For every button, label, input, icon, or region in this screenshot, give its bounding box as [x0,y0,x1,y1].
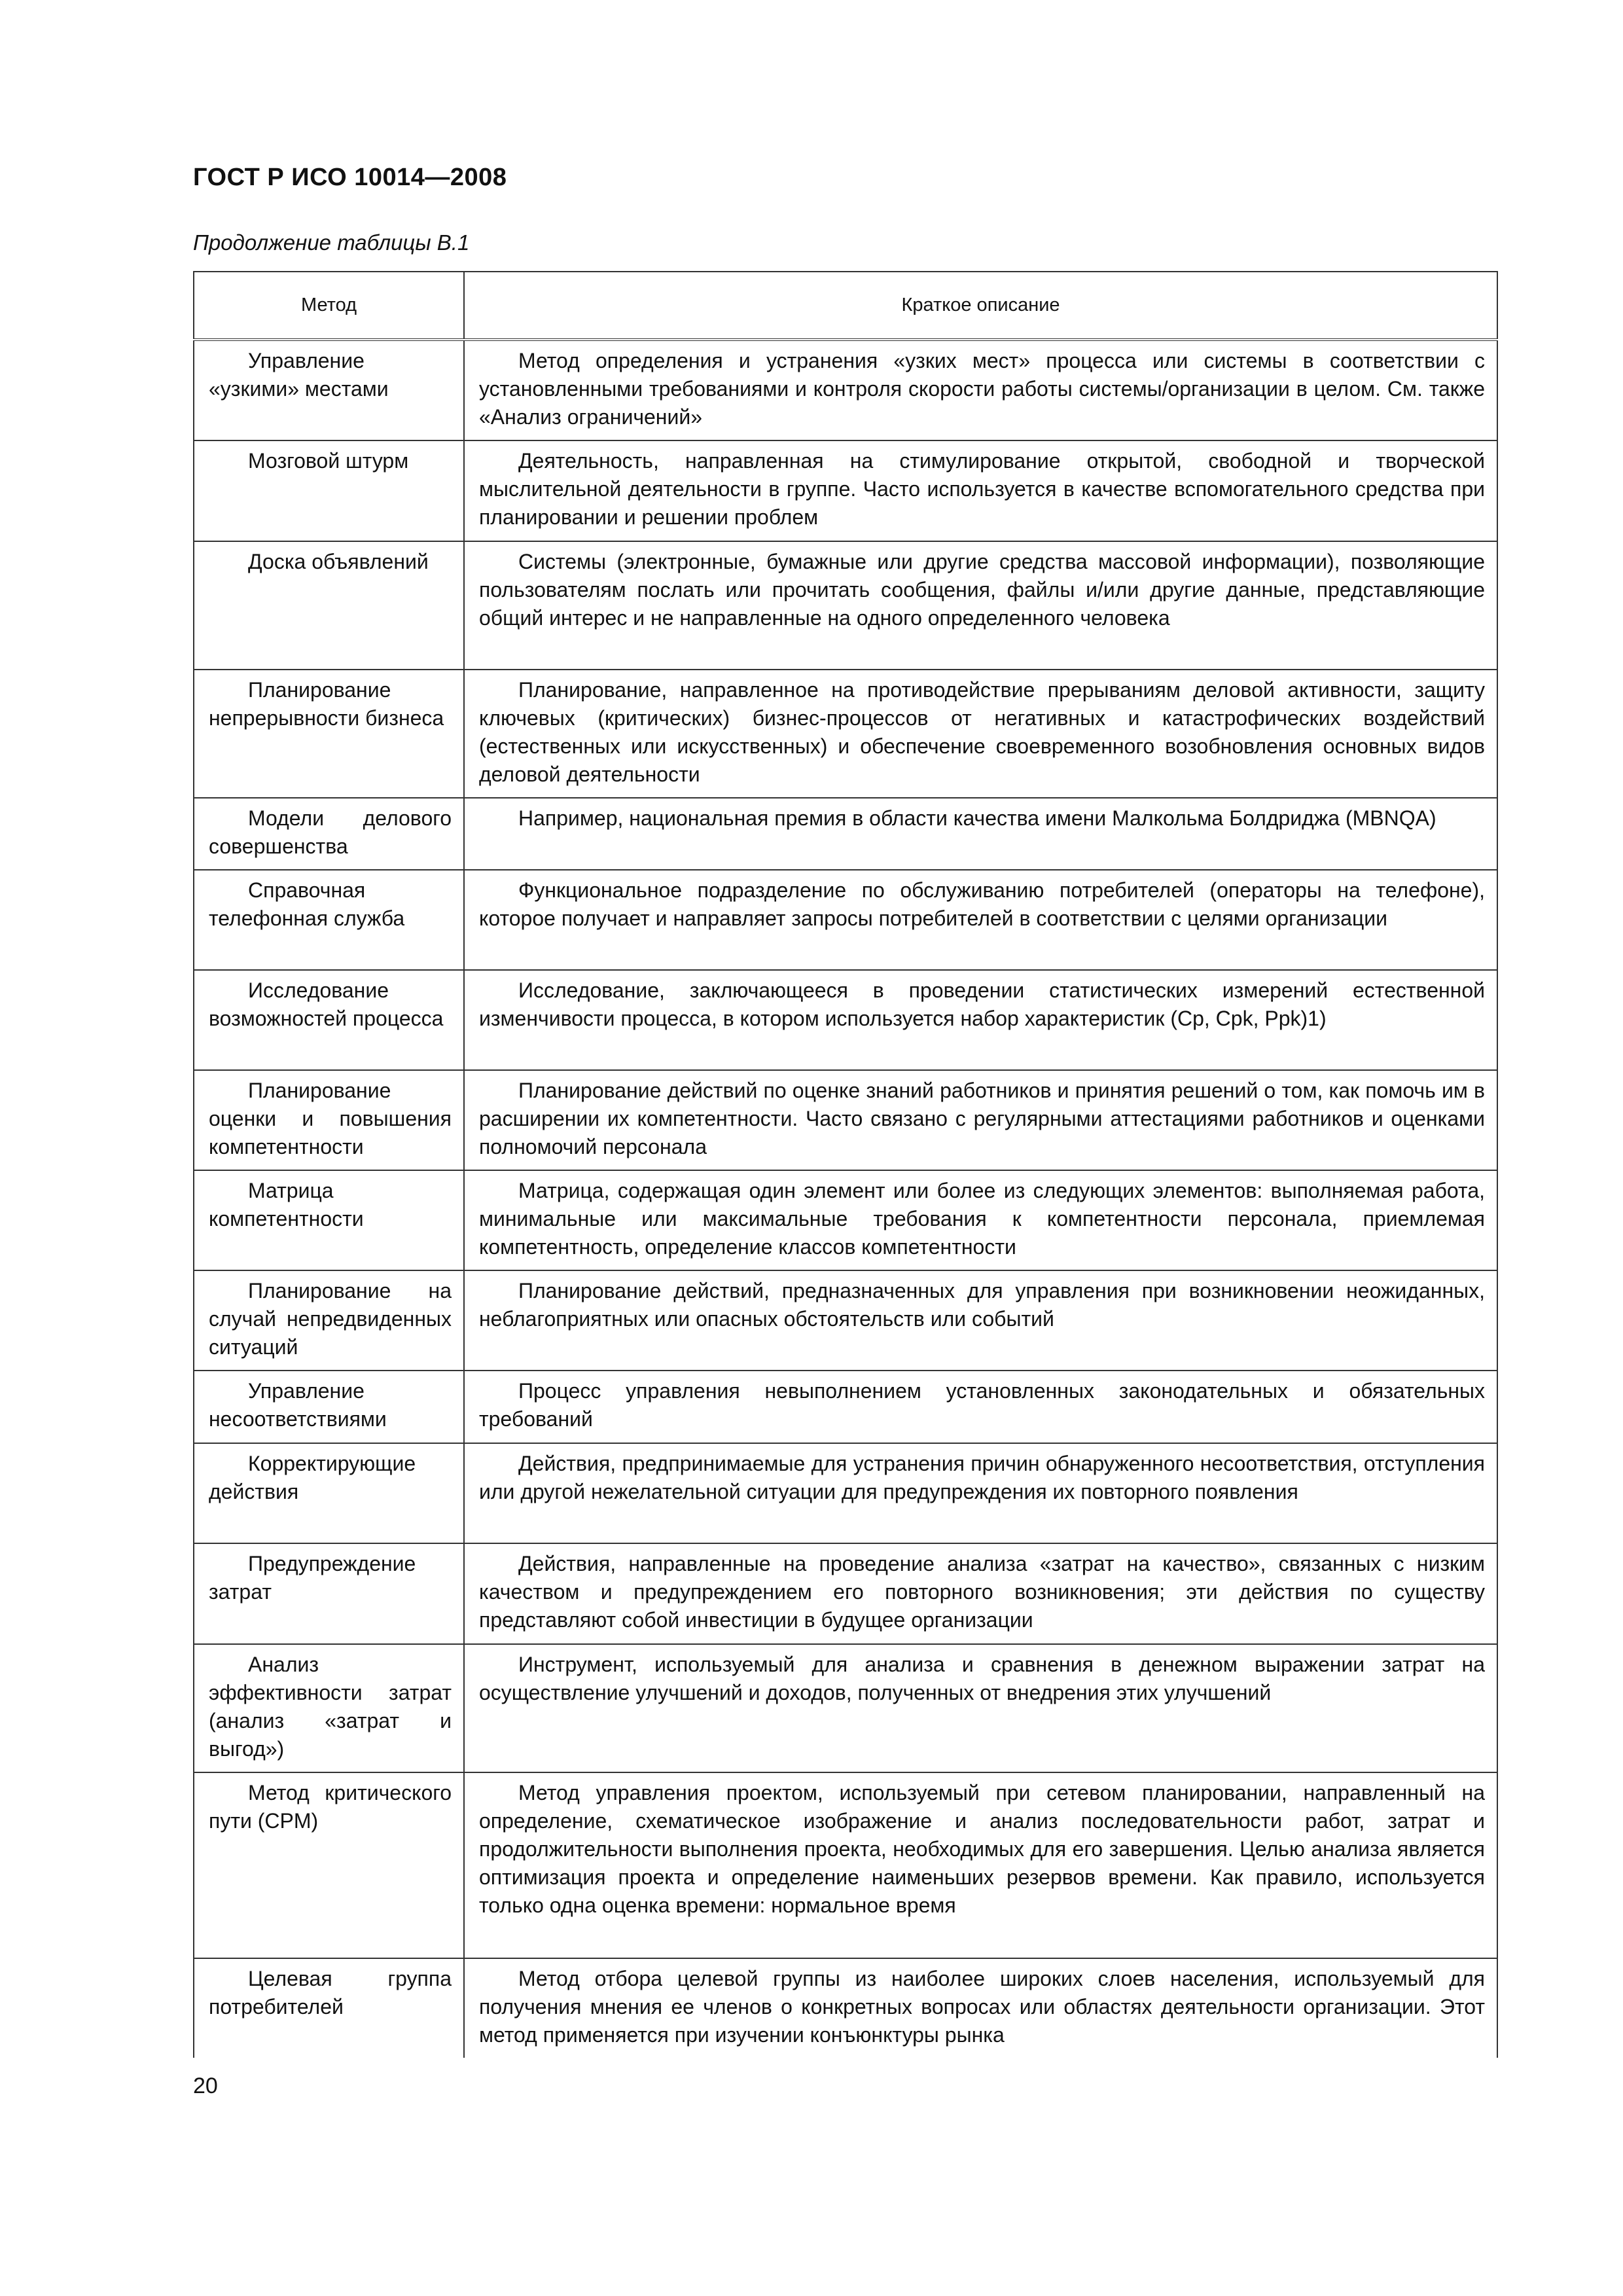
description-cell: Планирование действий, предназначенных для управления при возникновении неожиданных, неблагоприятных или опасных обстоятельств или событий [464,1270,1497,1371]
column-header-method: Метод [194,272,464,340]
method-cell: Модели делового совершенства [194,798,464,870]
description-cell: Планирование, направленное на противодействие прерываниям деловой активности, защиту ключевых (критических) бизнес-процессов от негативных и катастрофических воздействий (естественных или искусственных) и обеспечение своевременного возобновления основных видов деловой деятельности [464,670,1497,798]
description-cell: Системы (электронные, бумажные или другие средства массовой информации), позволяющие пользователям послать или прочитать сообщения, файлы и/или другие данные, представляющие общий интерес и не направленные на одного определенного человека [464,541,1497,670]
table-row [194,1644,1497,1772]
table-header-row [194,272,1497,340]
method-cell: Мозговой штурм [194,440,464,541]
table-row [194,541,1497,670]
method-cell: Корректирующие действия [194,1443,464,1543]
table-row [194,1958,1497,2058]
method-cell: Планирование непрерывности бизнеса [194,670,464,798]
description-cell: Действия, направленные на проведение анализа «затрат на качество», связанных с низким качеством и предупреждением его повторного возникновения; эти действия по существу представляют собой инвестиции в будущее организации [464,1543,1497,1644]
table-row [194,440,1497,541]
table-row [194,1070,1497,1170]
table-row [194,1270,1497,1371]
description-cell: Матрица, содержащая один элемент или более из следующих элементов: выполняемая работа, минимальные или максимальные требования к компетентности персонала, приемлемая компетентность, определение классов компетентности [464,1170,1497,1270]
method-cell: Предупреждение затрат [194,1543,464,1644]
table-row [194,670,1497,798]
methods-table [193,271,1498,2058]
table-row [194,1170,1497,1270]
description-cell: Процесс управления невыполнением установленных законодательных и обязательных требований [464,1371,1497,1443]
table-row [194,1543,1497,1644]
page-number: 20 [193,2073,218,2098]
table-row [194,870,1497,970]
method-cell: Исследование возможностей процесса [194,970,464,1070]
method-cell: Целевая группа потребителей [194,1958,464,2058]
table-row [194,970,1497,1070]
description-cell: Деятельность, направленная на стимулирование открытой, свободной и творческой мыслительной деятельности в группе. Часто используется в качестве вспомогательного средства при планировании и решении проблем [464,440,1497,541]
description-cell: Метод отбора целевой группы из наиболее широких слоев населения, используемый для получения мнения ее членов о конкретных вопросах или областях деятельности организации. Этот метод применяется при изучении конъюнктуры рынка [464,1958,1497,2058]
description-cell: Функциональное подразделение по обслуживанию потребителей (операторы на телефоне), которое получает и направляет запросы потребителей в соответствии с целями организации [464,870,1497,970]
table-caption: Продолжение таблицы В.1 [193,230,470,255]
method-cell: Справочная телефонная служба [194,870,464,970]
description-cell: Например, национальная премия в области качества имени Малкольма Болдриджа (MBNQA) [464,798,1497,870]
method-cell: Матрица компетентности [194,1170,464,1270]
description-cell: Исследование, заключающееся в проведении статистических измерений естественной изменчивости процесса, в котором используется набор характеристик (Cp, Cpk, Ppk)1) [464,970,1497,1070]
method-cell: Планирование оценки и повышения компетентности [194,1070,464,1170]
method-cell: Планирование на случай непредвиденных ситуаций [194,1270,464,1371]
description-cell: Метод управления проектом, используемый при сетевом планировании, направленный на определение, схематическое изображение и анализ последовательности работ, затрат и продолжительности выполнения проекта, необходимых для его завершения. Целью анализа является оптимизация проекта и определение наименьших резервов времени. Как правило, используется только одна оценка времени: нормальное время [464,1772,1497,1958]
description-cell: Инструмент, используемый для анализа и сравнения в денежном выражении затрат на осуществление улучшений и доходов, полученных от внедрения этих улучшений [464,1644,1497,1772]
description-cell: Действия, предпринимаемые для устранения причин обнаруженного несоответствия, отступления или другой нежелательной ситуации для предупреждения их повторного появления [464,1443,1497,1543]
method-cell: Управление «узкими» местами [194,340,464,440]
method-cell: Управление несоответствиями [194,1371,464,1443]
table-row [194,340,1497,440]
table-row [194,1371,1497,1443]
table-row [194,1772,1497,1958]
table-row [194,798,1497,870]
document-title: ГОСТ Р ИСО 10014—2008 [193,164,507,191]
column-header-description: Краткое описание [464,272,1497,340]
table-row [194,1443,1497,1543]
method-cell: Метод критического пути (CPM) [194,1772,464,1958]
method-cell: Анализ эффективности затрат (анализ «затрат и выгод») [194,1644,464,1772]
method-cell: Доска объявлений [194,541,464,670]
description-cell: Планирование действий по оценке знаний работников и принятия решений о том, как помочь им в расширении их компетентности. Часто связано с регулярными аттестациями работников и оценками полномочий персонала [464,1070,1497,1170]
description-cell: Метод определения и устранения «узких мест» процесса или системы в соответствии с установленными требованиями и контроля скорости работы системы/организации в целом. См. также «Анализ ограничений» [464,340,1497,440]
